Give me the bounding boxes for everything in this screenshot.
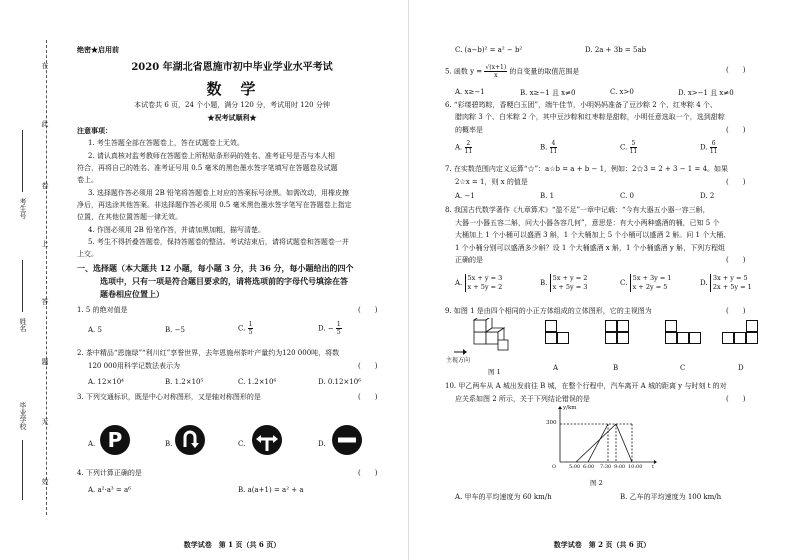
option-b[interactable]: B. 5x + y = 2 x + 5y = 3	[540, 274, 588, 291]
car-yi-line	[588, 424, 608, 462]
answer-paren[interactable]: ( )	[358, 362, 378, 370]
option-b[interactable]: B. 1.2×10⁵	[165, 378, 204, 386]
question-10: 应关系如图 2 所示，关于下列结论错误的是	[455, 395, 590, 403]
option-a[interactable]: A. 甲车的平均速度为 60 km/h	[455, 493, 552, 501]
question-8: 大桶加上 1 个小桶可以盛酒 3 斛，1 个大桶加上 5 个小桶可以盛酒 2 斛。问 1 个大桶、	[455, 231, 731, 239]
answer-paren[interactable]: ( )	[358, 393, 378, 401]
t-tick: 6:00	[583, 464, 595, 470]
notice-line: 上交。	[77, 250, 98, 258]
t-axis-label: t	[652, 464, 655, 470]
seal-char: 答	[41, 298, 49, 305]
answer-paren[interactable]: ( )	[358, 306, 378, 314]
good-luck: ★祝考试顺利★	[207, 113, 257, 122]
option-a[interactable]: A. x≥−1	[455, 88, 485, 96]
section-heading: 题卷相应位置上）	[100, 289, 164, 299]
seal-char: 题	[41, 358, 49, 365]
option-b[interactable]: B. −5	[165, 326, 185, 334]
distance-time-graph	[548, 404, 660, 468]
question-2: 120 000用科学记数法表示为	[88, 362, 180, 370]
seal-dashed-line	[46, 40, 47, 515]
secret-mark: 绝密★启用前	[77, 45, 119, 54]
page-footer: 数学试卷 第 2 页（共 6 页）	[553, 540, 651, 549]
option-b-label: B	[613, 364, 619, 372]
t-tick: 5:00	[569, 464, 581, 470]
option-c[interactable]: C. 5x + 3y = 1 x + 2y = 5	[620, 274, 672, 291]
option-c[interactable]: C. (a−b)² = a² − b²	[455, 46, 523, 54]
option-a[interactable]: A. $\frac{2}{11}$	[455, 140, 473, 155]
option-d[interactable]: D. 2a + 3b = 5ab	[585, 46, 647, 54]
school-label: 毕业学校	[19, 402, 27, 430]
answer-paren[interactable]: ( )	[726, 126, 746, 134]
exam-info: 本试卷共 6 页，24 个小题，满分 120 分，考试用时 120 分钟	[134, 101, 330, 109]
seal-char: 效	[41, 478, 49, 485]
question-3: 3. 下列交通标识，既是中心对称图形，又是轴对称图形的是	[77, 393, 261, 401]
seal-char: 卷	[41, 182, 49, 189]
return-line	[616, 424, 632, 462]
option-a[interactable]: A. a²·a³ = a⁶	[88, 486, 131, 494]
question-5: 5. 函数 y = $\frac{√(x+1)}{x}$ 的自变量的取值范围是	[445, 64, 580, 79]
exam-number-label: 考生号	[19, 198, 27, 219]
exam-title: 2020 年湖北省恩施市初中毕业学业水平考试	[131, 62, 333, 73]
notice-line: 5. 考生不得折叠答题卷，保持答题卷的整洁。考试结束后，请将试题卷和答题卷一并	[88, 238, 349, 246]
seal-char: 无	[41, 418, 49, 425]
option-c-label: C	[680, 364, 686, 372]
option-a[interactable]: A. 5x + y = 3 x + 5y = 2	[455, 274, 503, 291]
question-8: 8. 我国古代数学著作《九章算术》“盈不足”一章中记载：“今有大器五小器一容三斛，	[445, 206, 710, 214]
t-tick: 7:30	[600, 464, 612, 470]
notice-line: 2. 请认真核对监考教师在答题卷上所粘贴条形码的姓名、准考证号是否与本人相	[88, 152, 335, 160]
option-c[interactable]: C. x>0	[610, 88, 634, 96]
option-d[interactable]: D. − $\frac{1}{5}$	[318, 321, 341, 336]
option-c[interactable]: C. 0	[620, 192, 635, 200]
subject-title: 数 学	[206, 80, 258, 98]
car-jia-line	[576, 424, 616, 462]
seal-char: 在	[41, 62, 49, 69]
exam-page-2	[410, 0, 794, 560]
option-d[interactable]: D. $\frac{6}{11}$	[700, 140, 718, 155]
notice-line: 3. 选择题作答必须用 2B 铅笔将答题卷上对应的答案标号涂黑。如需改动，用橡皮擦	[88, 189, 349, 197]
y-tick-300: 300	[546, 420, 557, 426]
exam-number-blank[interactable]	[22, 130, 23, 192]
option-c[interactable]: C. $\frac{1}{5}$	[238, 321, 253, 336]
answer-paren[interactable]: ( )	[726, 66, 746, 74]
question-2: 2. 茶中精品“恩施绿”“利川红”享誉世界，去年恩施州茶叶产量约为120 000吨，将数	[77, 349, 340, 357]
figure-caption: 图 1	[488, 368, 501, 376]
question-1: 1. 5 的绝对值是	[77, 306, 128, 314]
notice-line: 1. 考生答题全部在答题卷上，答在试题卷上无效。	[88, 139, 244, 147]
option-d-label: D	[738, 364, 744, 372]
seal-char: 此	[41, 120, 49, 127]
question-10: 10. 甲乙两车从 A 城出发前往 B 城，在整个行程中，汽车离开 A 城的距离 y 与时刻 t 的对	[445, 382, 727, 390]
notice-line: 卷上。	[77, 176, 98, 184]
question-8: 大器一小器五容二斛，问大小器各容几何”，意思是：有大小两种盛酒的桶，已知 5 个	[455, 219, 720, 227]
u-turn-sign-icon	[175, 425, 205, 455]
view-direction-label: 主视方向	[446, 357, 471, 364]
option-d[interactable]: D. 0.12×10⁶	[318, 378, 361, 386]
notice-line: 符合，再将自己的姓名、准考证号用 0.5 毫米的黑色墨水签字笔填写在答题卷及试题	[77, 164, 338, 172]
option-d[interactable]: D. 3x + y = 5 2x + 5y = 1	[700, 274, 752, 291]
option-d[interactable]: D. x>−1 且 x≠0	[678, 89, 734, 97]
question-7: 2☆x = 1，则 x 的值是	[455, 178, 528, 186]
question-6: 的概率是	[455, 126, 483, 134]
option-b[interactable]: B. $\frac{4}{11}$	[540, 140, 558, 155]
answer-paren[interactable]: ( )	[726, 307, 746, 315]
t-tick: O	[552, 464, 557, 470]
question-6: 腊肉粽 3 个、白米粽 2 个，其中豆沙粽和红枣粽是甜粽，小明任意选取一个，选到甜粽	[455, 113, 725, 121]
option-b[interactable]: B. 1	[540, 192, 555, 200]
option-b[interactable]: B. x≥−1 且 x≠0	[520, 89, 576, 97]
question-7: 7. 在实数范围内定义运算“☆”：a☆b = a + b − 1，例如：2☆3 = 2 + 3 − 1 = 4。如果	[445, 165, 729, 173]
option-a-label: A	[553, 364, 559, 372]
no-entry-sign-icon	[332, 425, 362, 455]
option-d[interactable]: D.	[318, 440, 326, 448]
question-4: 4. 下列计算正确的是	[77, 469, 142, 477]
answer-paren[interactable]: ( )	[726, 178, 746, 186]
option-d[interactable]: D. 2	[700, 192, 715, 200]
answer-paren[interactable]: ( )	[358, 469, 378, 477]
option-c[interactable]: C. 1.2×10⁶	[238, 378, 277, 386]
option-a[interactable]: A. 5	[88, 326, 102, 334]
section-heading: 选项中，只有一项是符合题目要求的，请将选项前的字母代号填涂在答	[100, 276, 348, 286]
page-footer: 数学试卷 第 1 页（共 6 页）	[183, 540, 281, 549]
option-b[interactable]: B. a(a+1) = a² + a	[238, 486, 304, 494]
notice-line: 位置，在其他位置答题一律无效。	[77, 213, 182, 221]
section-heading: 一、选择题（本大题共 12 小题，每小题 3 分，共 36 分，每小题给出的四个	[77, 263, 354, 273]
notice-line: 4. 作图必须用 2B 铅笔作答，并请加黑加粗，描写清楚。	[88, 226, 265, 234]
notice-title: 注意事项：	[77, 126, 112, 135]
name-label: 姓名	[19, 318, 27, 332]
t-junction-sign-icon	[252, 425, 282, 455]
question-9: 9. 如图 1 是由四个相同的小正方体组成的立体图形，它的主视图为	[445, 307, 652, 315]
t-tick: 10:00	[628, 464, 643, 470]
notice-line: 净后，再选涂其他答案。非选择题作答必须用 0.5 毫米黑色墨水签字笔写在答题卷上指定	[77, 201, 352, 209]
school-blank[interactable]	[22, 440, 23, 500]
question-6: 6. “彩缕碧筠粽，香粳白玉团”，端午佳节，小明妈妈准备了豆沙粽 2 个、红枣粽 4 个、	[445, 101, 717, 109]
option-a[interactable]: A. 12×10⁴	[88, 378, 124, 386]
option-b[interactable]: B. 乙车的平均速度为 100 km/h	[620, 493, 722, 501]
seal-char: 上	[41, 240, 49, 247]
answer-paren[interactable]: ( )	[726, 256, 746, 264]
option-c[interactable]: C. $\frac{5}{11}$	[620, 140, 638, 155]
answer-paren[interactable]: ( )	[726, 395, 746, 403]
figure-caption: 图 2	[590, 479, 603, 487]
option-a[interactable]: A.	[88, 440, 96, 448]
name-blank[interactable]	[22, 260, 23, 312]
question-8: 1 个小桶分别可以盛酒多少斛？设 1 个大桶盛酒 x 斛，1 个小桶盛酒 y 斛，下列方程组	[455, 244, 726, 252]
option-b[interactable]: B.	[165, 440, 173, 448]
solid-figure-icon	[468, 318, 524, 354]
question-8: 正确的是	[455, 256, 483, 264]
option-a[interactable]: A. −1	[455, 192, 475, 200]
parking-sign-icon: P	[100, 425, 130, 455]
option-c[interactable]: C.	[238, 440, 246, 448]
y-axis-label: y/km	[563, 405, 577, 411]
t-tick: 9:00	[614, 464, 626, 470]
